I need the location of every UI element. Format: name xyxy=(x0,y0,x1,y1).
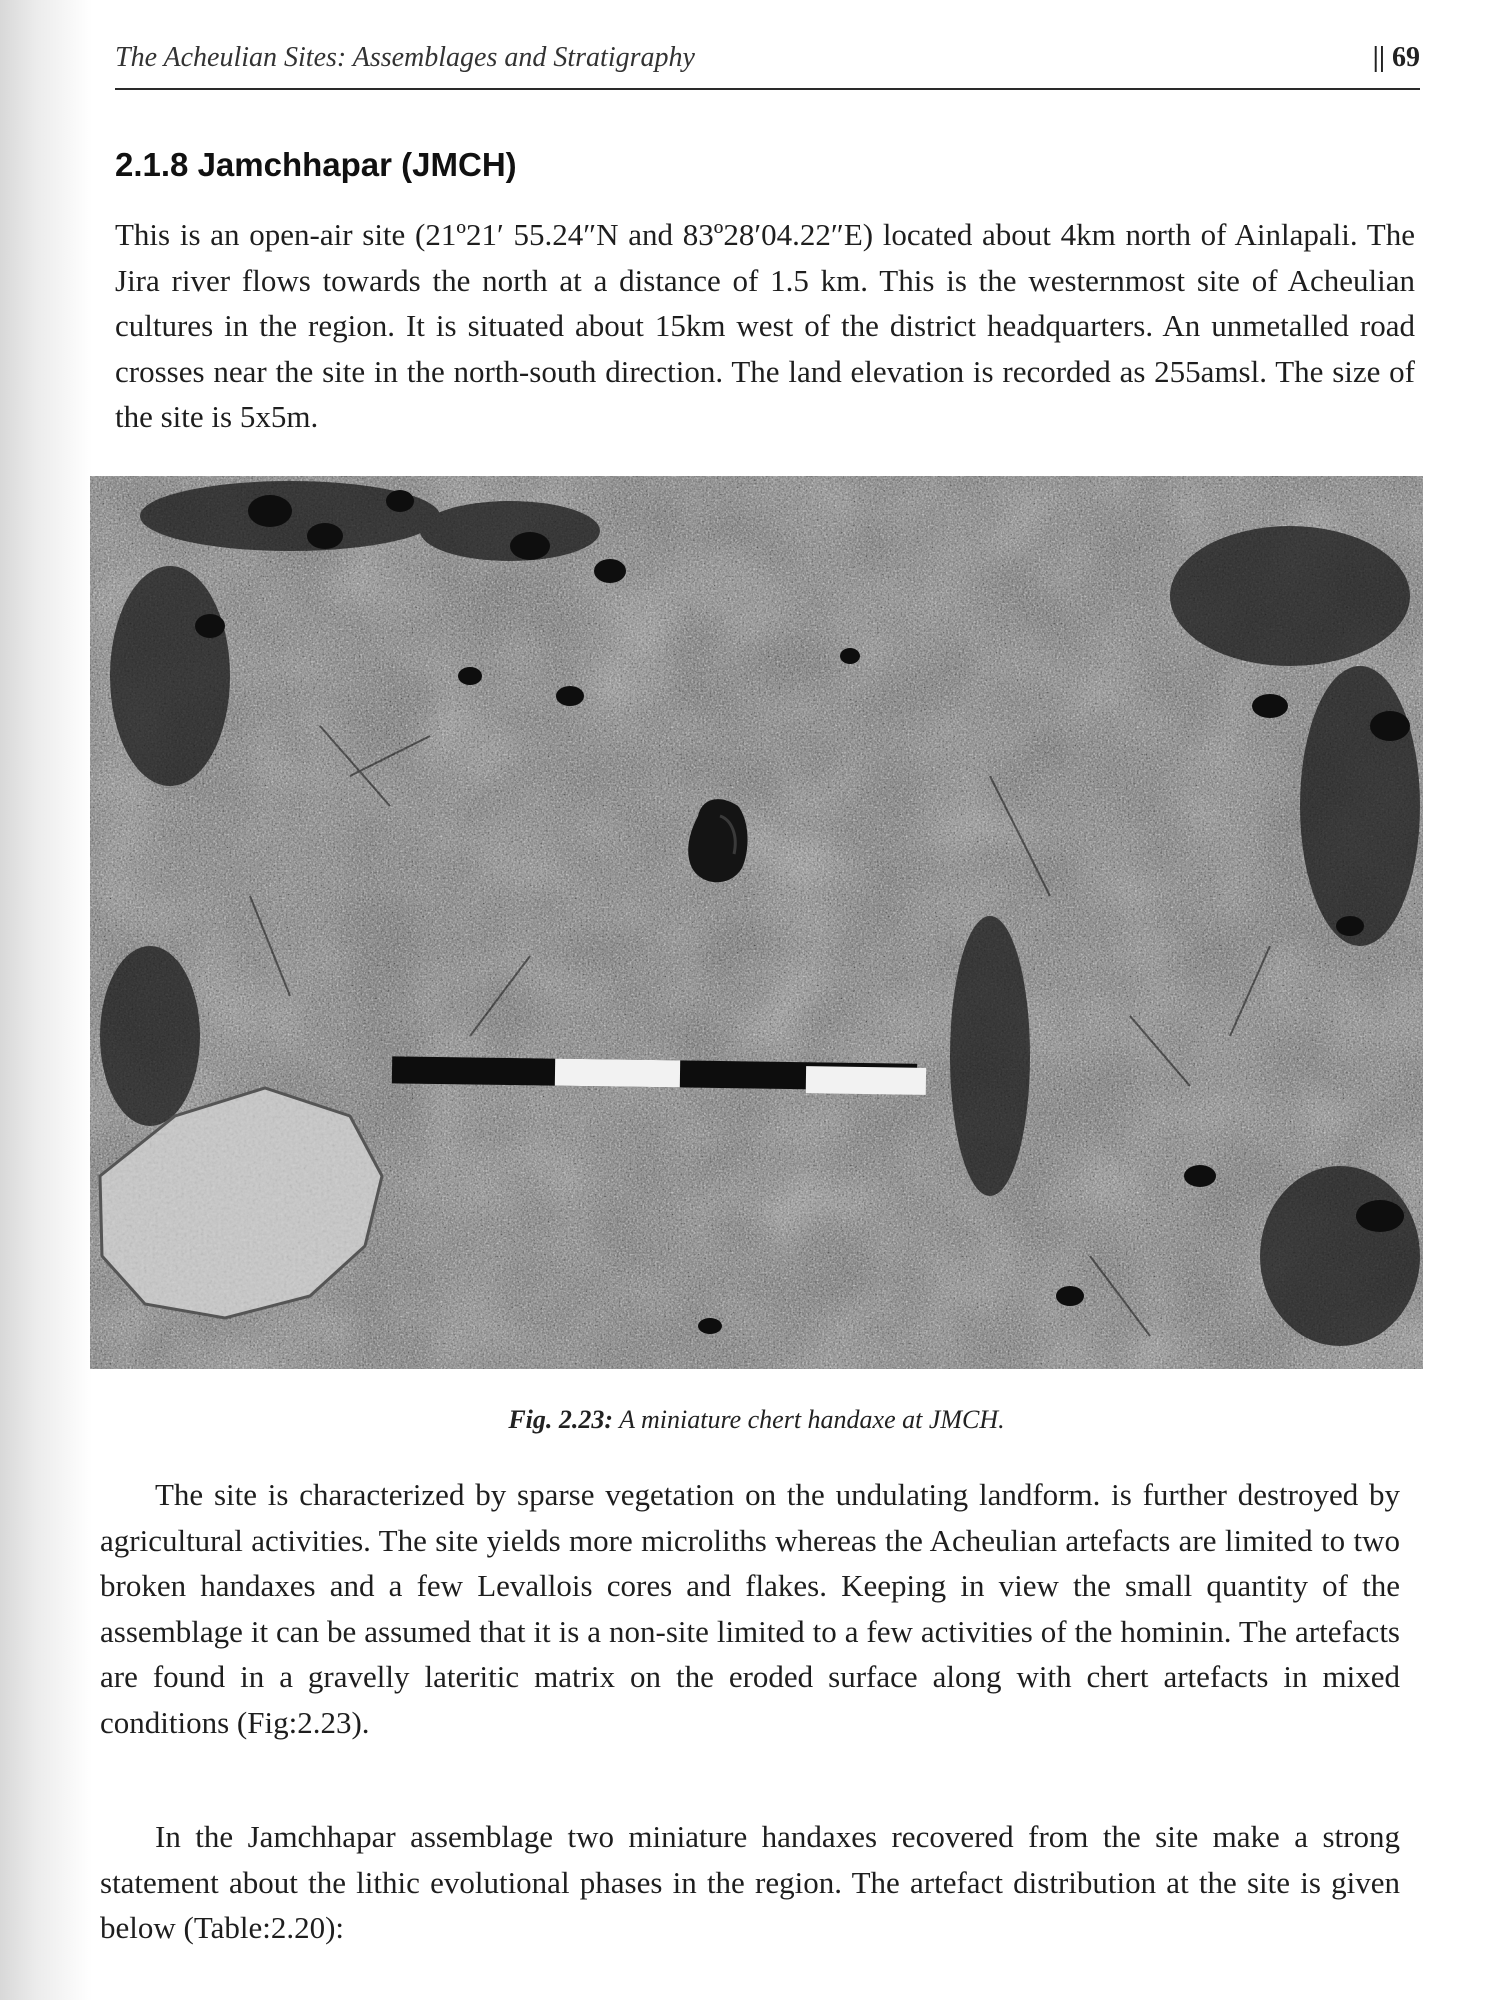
paragraph-site-description: The site is characterized by sparse vegetation on the undulating landform. is further destroyed by agricultural activities. The site yields more microliths whereas the Acheulian artefacts are limited to two broken handaxes and a few Levallois cores and flakes. Keeping in view the small quantity of the assemblage it can be assumed that it is a non-site limited to a few activities of the hominin. The artefacts are found in a gravelly lateritic matrix on the eroded surface along with chert artefacts in mixed conditions (Fig:2.23). xyxy=(100,1477,1400,1740)
figure-caption xyxy=(90,1405,1423,1435)
running-header xyxy=(115,38,1420,90)
paragraph-site-location: This is an open-air site (21º21′ 55.24″N and 83º28′04.22″E) located about 4km north of Ainlapali. The Jira river flows towards the north at a distance of 1.5 km. This is the westernmost site of Acheulian cultures in the region. It is situated about 15km west of the district headquarters. An unmetalled road crosses near the site in the north-south direction. The land elevation is recorded as 255amsl. The size of the site is 5x5m. xyxy=(115,217,1415,434)
running-title: The Acheulian Sites: Assemblages and Stratigraphy xyxy=(115,42,695,73)
figure-label: Fig. 2.23: xyxy=(508,1405,614,1434)
section-heading: 2.1.8 Jamchhapar (JMCH) xyxy=(115,146,517,183)
site-photograph xyxy=(90,476,1423,1369)
paragraph-assemblage: In the Jamchhapar assemblage two miniature handaxes recovered from the site make a strong statement about the lithic evolutional phases in the region. The artefact distribution at the site is given below (Table:2.20): xyxy=(100,1819,1400,1945)
figure-caption-text: A miniature chert handaxe at JMCH. xyxy=(619,1405,1005,1434)
page-number: || 69 xyxy=(1372,42,1420,73)
